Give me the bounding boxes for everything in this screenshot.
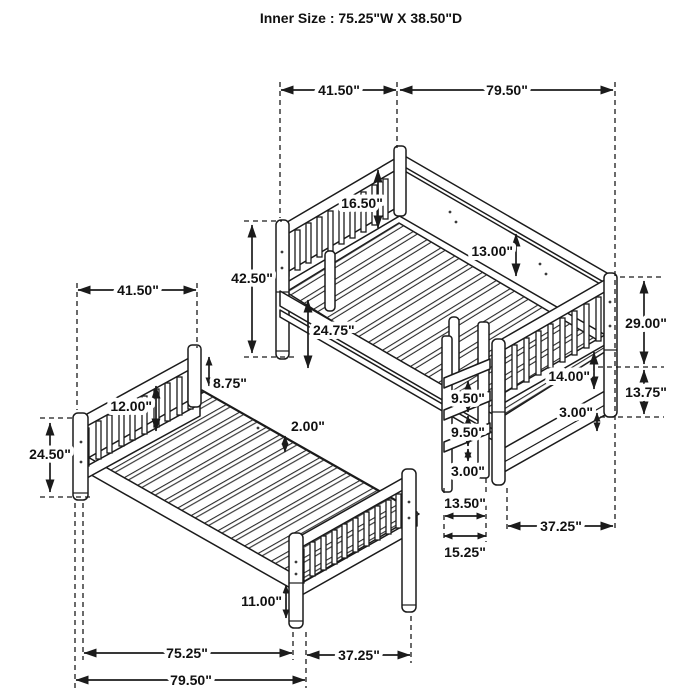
dim-leg-height <box>241 585 286 618</box>
dim-label-end-rail-thickness: 3.00" <box>559 404 593 420</box>
dim-label-post-above-rail: 8.75" <box>213 375 247 391</box>
dimension-annotations <box>29 82 667 688</box>
upper-bed-drawing <box>276 146 617 492</box>
dim-label-top-length: 79.50" <box>486 82 528 98</box>
dim-label-ladder-rung-width: 13.50" <box>444 495 486 511</box>
dim-post-above-rail <box>209 357 247 391</box>
lower-footboard-near-post <box>289 533 303 628</box>
upper-headboard-far-post <box>394 146 406 216</box>
dim-label-headboard-width: 41.50" <box>117 282 159 298</box>
upper-guard-post-1 <box>325 251 335 311</box>
dim-label-inner-length: 75.25" <box>166 645 208 661</box>
dim-label-end-upper-height: 29.00" <box>625 315 667 331</box>
dim-label-overall-length: 79.50" <box>170 672 212 688</box>
dim-label-guard-rail-height: 16.50" <box>341 195 383 211</box>
dim-label-spindle-height: 12.00" <box>110 398 152 414</box>
lower-headboard-near-post <box>73 413 88 500</box>
dim-upper-end-width <box>507 488 613 534</box>
dim-footboard-width <box>307 616 411 663</box>
dim-label-ladder-step-gap-2: 9.50" <box>451 424 485 440</box>
dim-label-side-rail-above-slats: 13.00" <box>471 243 513 259</box>
dim-label-rail-lip: 2.00" <box>291 418 325 434</box>
dim-label-total-height: 42.50" <box>231 270 273 286</box>
dim-label-end-lower-height: 13.75" <box>625 384 667 400</box>
page-title: Inner Size : 75.25"W X 38.50"D <box>259 10 463 26</box>
dim-label-top-width: 41.50" <box>318 82 360 98</box>
dim-label-under-clearance: 24.75" <box>313 322 355 338</box>
upper-headboard-near-post <box>276 220 289 359</box>
dim-label-upper-end-width: 37.25" <box>540 518 582 534</box>
dim-ladder-width <box>444 536 486 560</box>
lower-footboard-far-post <box>402 469 416 612</box>
dim-label-headboard-height: 24.50" <box>29 446 71 462</box>
lower-headboard-far-post <box>188 345 201 407</box>
dim-label-ladder-step-gap-3: 3.00" <box>451 463 485 479</box>
dim-label-footboard-width: 37.25" <box>338 647 380 663</box>
dim-label-leg-height: 11.00" <box>241 593 282 609</box>
dim-label-ladder-step-gap-1: 9.50" <box>451 390 485 406</box>
dim-label-end-gap-height: 14.00" <box>548 368 590 384</box>
dim-label-ladder-width: 15.25" <box>444 544 486 560</box>
